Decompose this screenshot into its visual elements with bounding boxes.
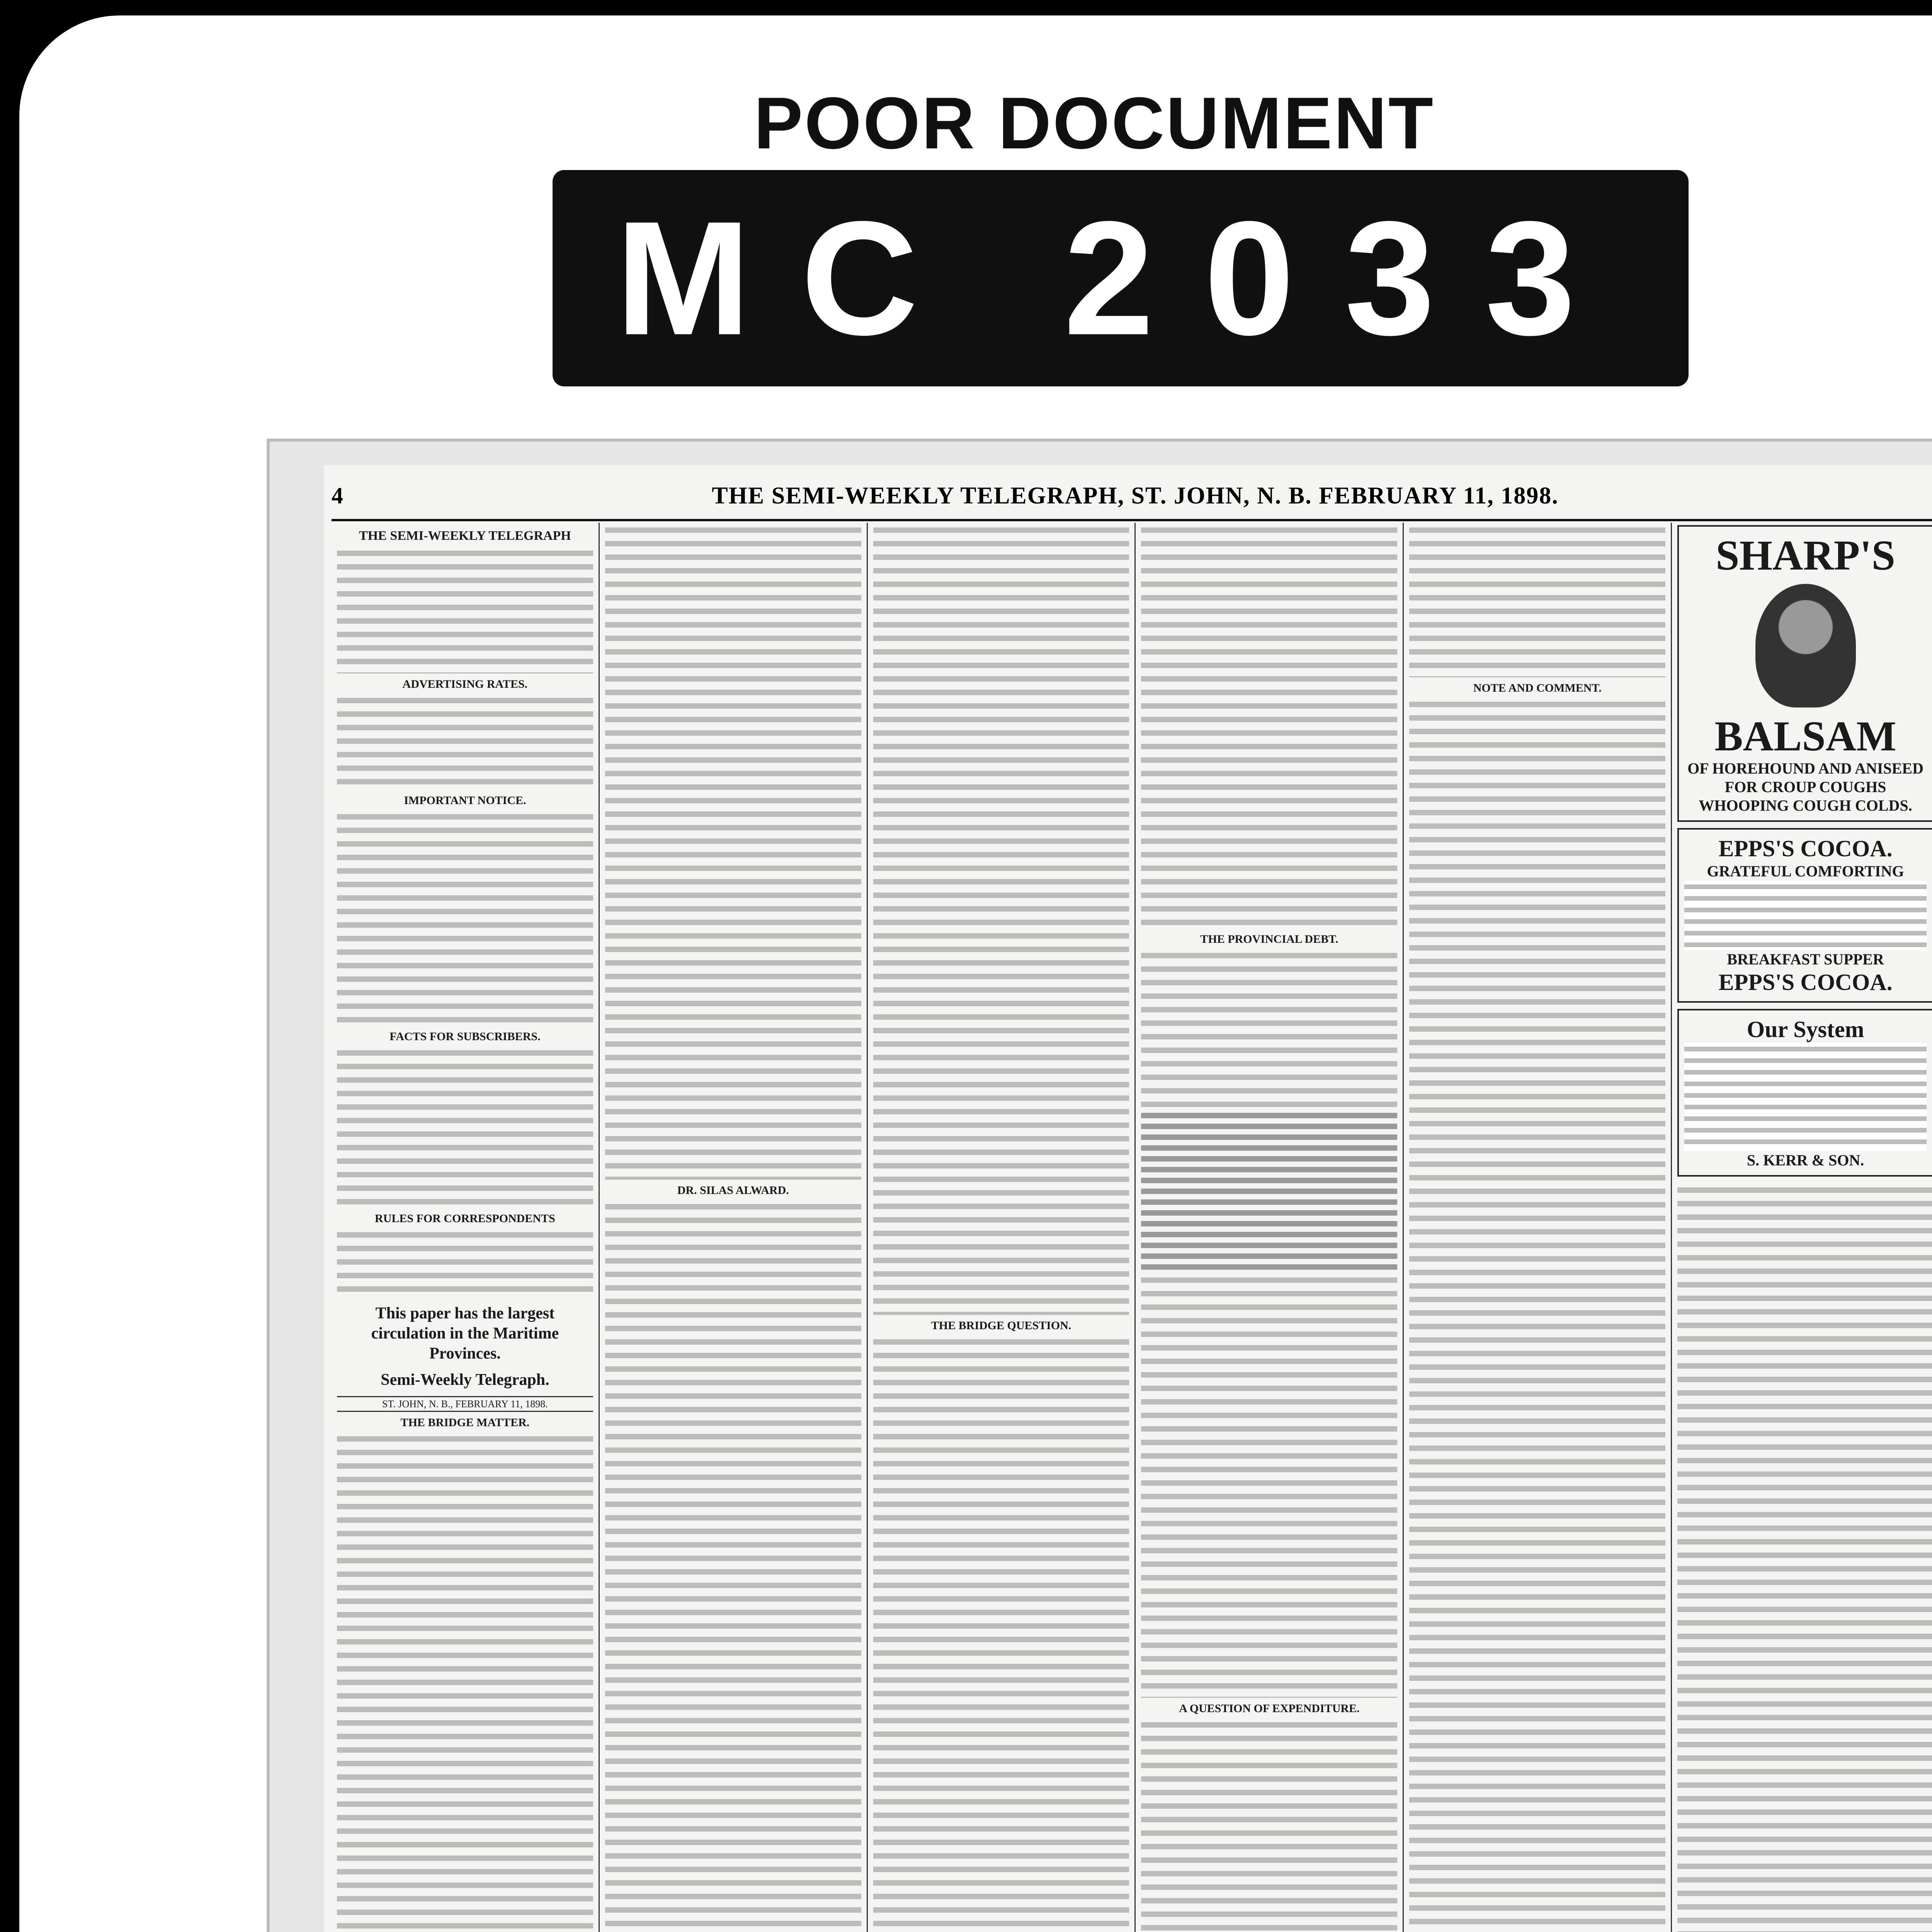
body-text-block (1684, 881, 1927, 950)
body-text-block (605, 1199, 861, 1932)
column-3 (868, 523, 1136, 1932)
body-text-block (1141, 1718, 1397, 1932)
heading-rules-correspondents: RULES FOR CORRESPONDENTS (375, 1212, 555, 1225)
body-text-block (337, 1228, 593, 1297)
body-text-block (1141, 1273, 1397, 1698)
column-6 (1672, 523, 1932, 1932)
newspaper-page (324, 465, 1932, 1932)
masthead (332, 473, 1932, 521)
portrait-image (1755, 584, 1856, 707)
railway-table (1141, 1111, 1397, 1273)
sharps-title: SHARP'S (1716, 532, 1895, 579)
kerr-signature: S. KERR & SON. (1747, 1151, 1864, 1169)
body-text-block (1409, 523, 1665, 677)
body-text-block (1141, 948, 1397, 1111)
body-text-block (1409, 697, 1665, 1932)
sharps-balsam-ad (1677, 525, 1932, 822)
dateline: ST. JOHN, N. B., FEBRUARY 11, 1898. (337, 1396, 593, 1412)
column-2 (600, 523, 868, 1932)
body-text-block (337, 546, 593, 673)
breakfast-supper: BREAKFAST SUPPER (1727, 951, 1884, 968)
heading-semi-weekly: THE SEMI-WEEKLY TELEGRAPH (359, 529, 571, 543)
microfilm-card (19, 15, 1932, 1932)
reel-code-bar: MC 2033 (553, 170, 1689, 386)
grateful-comforting: GRATEFUL COMFORTING (1707, 862, 1904, 880)
heading-bridge-matter: THE BRIDGE MATTER. (400, 1416, 530, 1429)
croup-text: FOR CROUP COUGHS WHOOPING COUGH COLDS. (1699, 778, 1912, 814)
body-text-block (1684, 1043, 1927, 1151)
column-4 (1136, 523, 1404, 1932)
heading-provincial-debt: THE PROVINCIAL DEBT. (1200, 933, 1338, 946)
body-text-block (1141, 523, 1397, 929)
body-text-block (337, 1046, 593, 1208)
balsam-title: BALSAM (1714, 713, 1896, 760)
heading-bridge-question: THE BRIDGE QUESTION. (931, 1319, 1071, 1332)
body-text-block (1677, 1183, 1932, 1932)
film-frame (267, 439, 1932, 1932)
heading-note-comment: NOTE AND COMMENT. (1473, 682, 1602, 694)
epps-title: EPPS'S COCOA. (1718, 836, 1893, 861)
heading-facts-subscribers: FACTS FOR SUBSCRIBERS. (389, 1030, 541, 1043)
business-college-ad (1677, 1009, 1932, 1177)
poor-document-label: POOR DOCUMENT (754, 82, 1435, 164)
column-5 (1404, 523, 1672, 1932)
heading-important-notice: IMPORTANT NOTICE. (404, 794, 526, 807)
horehound-text: OF HOREHOUND AND ANISEED (1687, 760, 1923, 777)
body-text-block (873, 1335, 1129, 1932)
circulation-notice: This paper has the largest circulation in the Maritime Provinces. (371, 1304, 559, 1362)
epps-cocoa-ad (1677, 828, 1932, 1003)
body-text-block (605, 523, 861, 1180)
body-text-block (337, 1432, 593, 1932)
paper-name: Semi-Weekly Telegraph. (381, 1371, 549, 1389)
heading-question-expenditure: A QUESTION OF EXPENDITURE. (1179, 1702, 1360, 1715)
body-text-block (337, 810, 593, 1026)
heading-advertising-rates: ADVERTISING RATES. (402, 678, 528, 690)
newspaper-title: THE SEMI-WEEKLY TELEGRAPH, ST. JOHN, N. B. FEBRUARY 11, 1898. (712, 482, 1559, 509)
body-text-block (337, 693, 593, 790)
our-system-title: Our System (1747, 1017, 1864, 1042)
epps-title-bottom: EPPS'S COCOA. (1718, 969, 1893, 995)
column-1 (332, 523, 600, 1932)
body-text-block (873, 523, 1129, 1315)
heading-silas-alward: DR. SILAS ALWARD. (677, 1184, 789, 1197)
text-columns (332, 523, 1932, 1932)
page-number: 4 (332, 483, 343, 509)
